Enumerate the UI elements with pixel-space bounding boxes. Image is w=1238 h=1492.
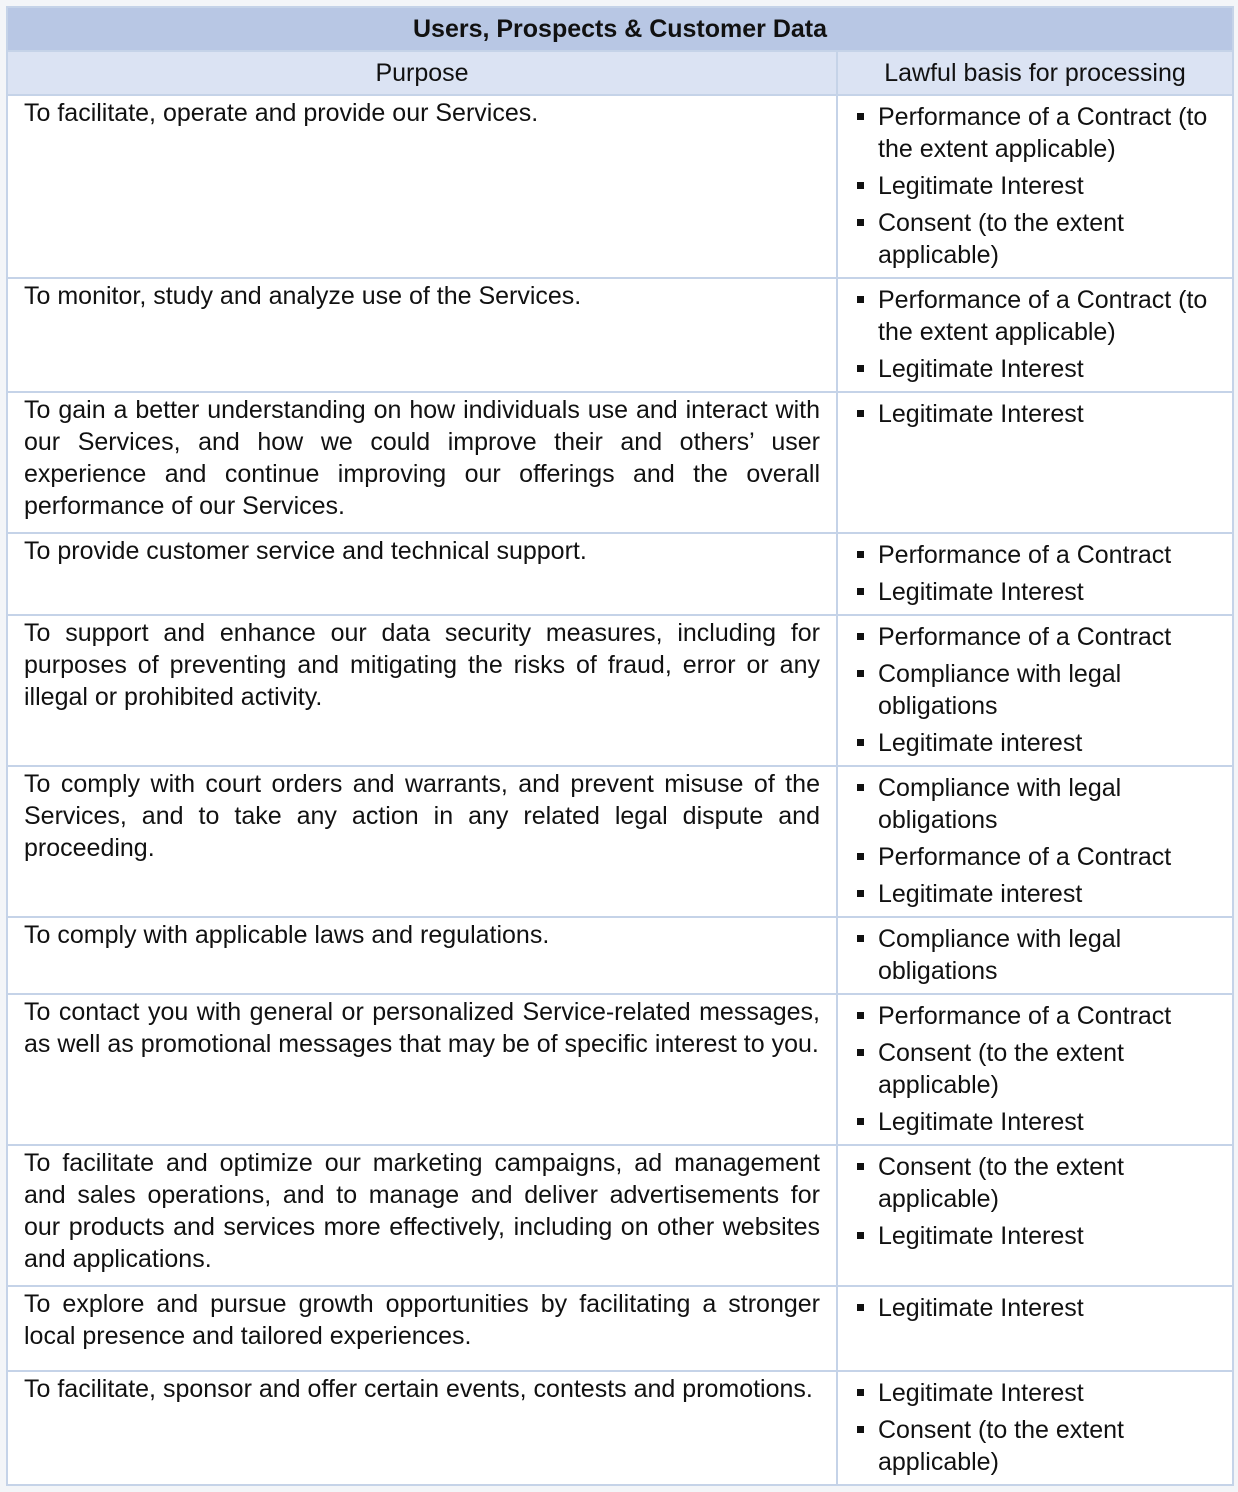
purpose-text: To comply with court orders and warrants, and prevent misuse of the Services, and to take any action in any related legal dispute and proceeding. [24,770,820,862]
purpose-text: To provide customer service and technical support. [24,537,587,565]
purpose-cell [7,917,837,994]
lawful-basis-cell [837,1371,1233,1485]
lawful-basis-text: Legitimate Interest [878,355,1084,383]
lawful-basis-item [852,1414,1222,1478]
purpose-cell [7,1371,837,1485]
lawful-basis-cell [837,1145,1233,1286]
table-header-row [7,51,1233,95]
lawful-basis-text: Consent (to the extent applicable) [878,1416,1124,1476]
purpose-text: To monitor, study and analyze use of the Services. [24,282,582,310]
lawful-basis-text: Legitimate Interest [878,1108,1084,1136]
square-bullet-icon [857,551,864,558]
lawful-basis-text: Legitimate Interest [878,400,1084,428]
lawful-basis-text: Legitimate Interest [878,1222,1084,1250]
square-bullet-icon [857,1163,864,1170]
square-bullet-icon [857,784,864,791]
purpose-text: To gain a better understanding on how individuals use and interact with our Services, and how we could improve their and others’ user experience and continue improving our offerings and the overall performance of our Services. [24,396,820,520]
lawful-basis-text: Legitimate Interest [878,578,1084,606]
square-bullet-icon [857,365,864,372]
table-row [7,1286,1233,1371]
lawful-basis-item [852,576,1222,608]
lawful-basis-item [852,1292,1222,1324]
lawful-basis-cell [837,533,1233,615]
purpose-text: To support and enhance our data security measures, including for purposes of preventing and mitigating the risks of fraud, error or any illegal or prohibited activity. [24,619,820,711]
square-bullet-icon [857,182,864,189]
column-header-purpose: Purpose [7,51,837,95]
square-bullet-icon [857,1012,864,1019]
lawful-basis-text: Performance of a Contract [878,541,1172,569]
table-row [7,917,1233,994]
lawful-basis-item [852,621,1222,653]
lawful-basis-list [852,772,1222,910]
square-bullet-icon [857,113,864,120]
lawful-basis-item [852,1151,1222,1215]
lawful-basis-text: Legitimate interest [878,880,1083,908]
table-row [7,278,1233,392]
table-row [7,95,1233,278]
purpose-cell [7,278,837,392]
square-bullet-icon [857,739,864,746]
lawful-basis-list [852,284,1222,385]
square-bullet-icon [857,1389,864,1396]
lawful-basis-item [852,923,1222,987]
purpose-cell [7,766,837,917]
table-row [7,533,1233,615]
purpose-text: To facilitate and optimize our marketing campaigns, ad management and sales operations, and to manage and deliver advertisements for our products and services more effectively, including on other websites and applications. [24,1149,820,1273]
purpose-cell [7,533,837,615]
lawful-basis-item [852,101,1222,165]
table-row [7,994,1233,1145]
lawful-basis-item [852,1037,1222,1101]
lawful-basis-text: Consent (to the extent applicable) [878,1153,1124,1213]
table-row [7,615,1233,766]
lawful-basis-text: Performance of a Contract [878,623,1172,651]
lawful-basis-cell [837,994,1233,1145]
lawful-basis-cell [837,1286,1233,1371]
lawful-basis-cell [837,278,1233,392]
lawful-basis-item [852,207,1222,271]
square-bullet-icon [857,296,864,303]
lawful-basis-cell [837,766,1233,917]
square-bullet-icon [857,1232,864,1239]
purpose-cell [7,1145,837,1286]
purpose-text: To comply with applicable laws and regulations. [24,921,550,949]
lawful-basis-item [852,1220,1222,1252]
lawful-basis-item [852,353,1222,385]
purpose-text: To contact you with general or personalized Service-related messages, as well as promotional messages that may be of specific interest to you. [24,998,820,1058]
data-processing-table [6,6,1234,1486]
lawful-basis-list [852,1151,1222,1252]
square-bullet-icon [857,1118,864,1125]
purpose-cell [7,994,837,1145]
table-row [7,766,1233,917]
square-bullet-icon [857,1426,864,1433]
purpose-text: To explore and pursue growth opportunities by facilitating a stronger local presence and tailored experiences. [24,1290,820,1350]
table-title: Users, Prospects & Customer Data [7,7,1233,51]
lawful-basis-item [852,170,1222,202]
data-processing-table-container [6,6,1232,1486]
table-title-row [7,7,1233,51]
square-bullet-icon [857,853,864,860]
lawful-basis-list [852,1000,1222,1138]
lawful-basis-item [852,841,1222,873]
square-bullet-icon [857,633,864,640]
table-row [7,1371,1233,1485]
lawful-basis-text: Legitimate Interest [878,1379,1084,1407]
square-bullet-icon [857,935,864,942]
lawful-basis-text: Compliance with legal obligations [878,925,1122,985]
purpose-cell [7,1286,837,1371]
lawful-basis-item [852,1000,1222,1032]
lawful-basis-item [852,727,1222,759]
square-bullet-icon [857,588,864,595]
lawful-basis-text: Performance of a Contract [878,843,1172,871]
lawful-basis-item [852,658,1222,722]
lawful-basis-list [852,1377,1222,1478]
square-bullet-icon [857,890,864,897]
lawful-basis-item [852,1106,1222,1138]
lawful-basis-list [852,398,1222,430]
lawful-basis-cell [837,392,1233,533]
lawful-basis-list [852,621,1222,759]
lawful-basis-item [852,1377,1222,1409]
lawful-basis-list [852,539,1222,608]
lawful-basis-text: Performance of a Contract (to the extent applicable) [878,286,1208,346]
lawful-basis-text: Legitimate interest [878,729,1083,757]
lawful-basis-item [852,539,1222,571]
lawful-basis-list [852,1292,1222,1324]
lawful-basis-cell [837,615,1233,766]
lawful-basis-text: Consent (to the extent applicable) [878,1039,1124,1099]
purpose-cell [7,615,837,766]
square-bullet-icon [857,410,864,417]
square-bullet-icon [857,219,864,226]
lawful-basis-text: Legitimate Interest [878,172,1084,200]
table-row [7,1145,1233,1286]
purpose-cell [7,392,837,533]
lawful-basis-text: Consent (to the extent applicable) [878,209,1124,269]
lawful-basis-cell [837,95,1233,278]
square-bullet-icon [857,1304,864,1311]
lawful-basis-list [852,101,1222,271]
lawful-basis-cell [837,917,1233,994]
lawful-basis-item [852,878,1222,910]
lawful-basis-text: Performance of a Contract [878,1002,1172,1030]
purpose-text: To facilitate, operate and provide our Services. [24,99,539,127]
square-bullet-icon [857,1049,864,1056]
lawful-basis-item [852,772,1222,836]
square-bullet-icon [857,670,864,677]
lawful-basis-text: Compliance with legal obligations [878,660,1122,720]
lawful-basis-text: Performance of a Contract (to the extent applicable) [878,103,1208,163]
lawful-basis-text: Compliance with legal obligations [878,774,1122,834]
purpose-cell [7,95,837,278]
lawful-basis-list [852,923,1222,987]
lawful-basis-text: Legitimate Interest [878,1294,1084,1322]
lawful-basis-item [852,398,1222,430]
table-row [7,392,1233,533]
table-body [7,95,1233,1485]
purpose-text: To facilitate, sponsor and offer certain events, contests and promotions. [24,1375,813,1403]
column-header-lawful-basis: Lawful basis for processing [837,51,1233,95]
lawful-basis-item [852,284,1222,348]
